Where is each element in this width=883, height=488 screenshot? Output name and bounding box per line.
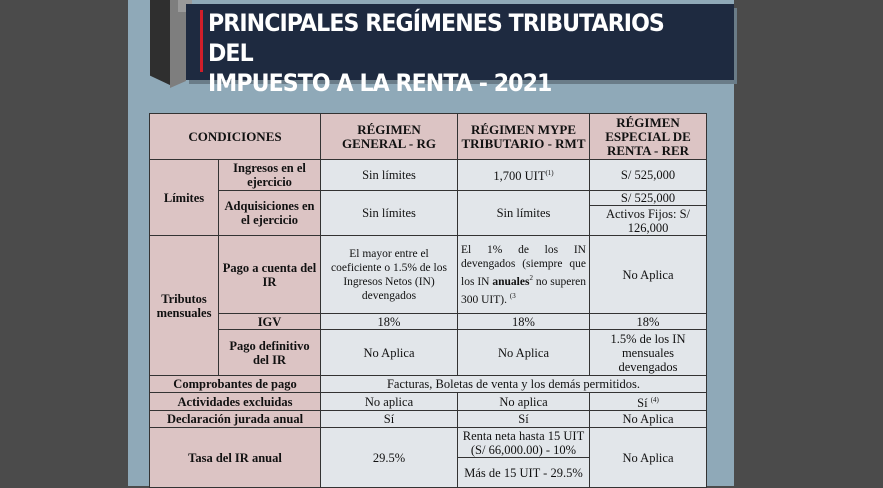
label-ingresos: Ingresos en el ejercicio: [219, 160, 321, 191]
cell-adq-rmt: Sin límites: [458, 191, 590, 236]
pillar-graphic-light: [170, 0, 186, 88]
cell-actividades-rg: No aplica: [321, 393, 458, 411]
cell-tasa-rmt-1: Renta neta hasta 15 UIT (S/ 66,000.00) - 10%: [458, 428, 590, 458]
cell-def-rer: 1.5% de los IN mensuales devengados: [590, 330, 707, 376]
tax-regimes-table: [149, 113, 707, 488]
pillar-graphic-dark: [150, 0, 172, 86]
cell-igv-rer: 18%: [590, 314, 707, 330]
header-row: [150, 114, 707, 160]
row-pago-definitivo: [150, 330, 707, 376]
footnote-ref-1: (1): [545, 169, 554, 178]
cell-ingresos-rer: S/ 525,000: [590, 160, 707, 191]
cell-comprobantes: Facturas, Boletas de venta y los demás permitidos.: [321, 376, 707, 393]
row-declaracion: [150, 411, 707, 428]
title-accent-bar: [200, 10, 203, 72]
header-rg: RÉGIMEN GENERAL - RG: [321, 114, 458, 160]
label-comprobantes: Comprobantes de pago: [150, 376, 321, 393]
label-tasa: Tasa del IR anual: [150, 428, 321, 488]
pago-rmt-text-a: El 1% de los IN devengados (siempre que los IN: [461, 243, 586, 288]
row-tasa-a: [150, 428, 707, 458]
cell-ingresos-rg: Sin límites: [321, 160, 458, 191]
cell-ingresos-rmt: [458, 160, 590, 191]
label-adquisiciones: Adquisiciones en el ejercicio: [219, 191, 321, 236]
footnote-ref-2: 2: [529, 273, 533, 282]
cell-pago-rer: No Aplica: [590, 236, 707, 314]
label-tributos: Tributos mensuales: [150, 236, 219, 376]
cell-igv-rmt: 18%: [458, 314, 590, 330]
label-pago-definitivo: Pago definitivo del IR: [219, 330, 321, 376]
header-rer: RÉGIMEN ESPECIAL DE RENTA - RER: [590, 114, 707, 160]
label-actividades: Actividades excluidas: [150, 393, 321, 411]
title-line-1: PRINCIPALES REGÍMENES TRIBUTARIOS DEL: [208, 9, 664, 67]
cell-declaracion-rmt: Sí: [458, 411, 590, 428]
cell-pago-rg: El mayor entre el coeficiente o 1.5% de los Ingresos Netos (IN) devengados: [321, 236, 458, 314]
row-comprobantes: [150, 376, 707, 393]
cell-tasa-rg: 29.5%: [321, 428, 458, 488]
cell-tasa-rer: No Aplica: [590, 428, 707, 488]
cell-pago-rmt: [458, 236, 590, 314]
ingresos-rmt-value: 1,700 UIT: [493, 169, 546, 184]
pago-rmt-bold: anuales: [492, 275, 530, 288]
header-condiciones: CONDICIONES: [150, 114, 321, 160]
pago-rmt-text-b: no superen 300 UIT).: [461, 275, 586, 306]
cell-adq-rg: Sin límites: [321, 191, 458, 236]
label-igv: IGV: [219, 314, 321, 330]
cell-declaracion-rer: No Aplica: [590, 411, 707, 428]
row-adquisiciones-a: [150, 191, 707, 206]
row-ingresos: [150, 160, 707, 191]
row-igv: [150, 314, 707, 330]
label-declaracion: Declaración jurada anual: [150, 411, 321, 428]
page-title: [208, 8, 686, 98]
label-pago-cuenta: Pago a cuenta del IR: [219, 236, 321, 314]
cell-declaracion-rg: Sí: [321, 411, 458, 428]
title-line-2: IMPUESTO A LA RENTA - 2021: [208, 69, 552, 97]
footnote-ref-3: (3: [509, 291, 516, 300]
cell-actividades-rmt: No aplica: [458, 393, 590, 411]
cell-def-rg: No Aplica: [321, 330, 458, 376]
cell-adq-rer-2: Activos Fijos: S/ 126,000: [590, 206, 707, 236]
cell-def-rmt: No Aplica: [458, 330, 590, 376]
label-limites: Límites: [150, 160, 219, 236]
cell-igv-rg: 18%: [321, 314, 458, 330]
header-rmt: RÉGIMEN MYPE TRIBUTARIO - RMT: [458, 114, 590, 160]
actividades-rer-value: Sí: [637, 396, 648, 411]
footnote-ref-4: (4): [650, 396, 659, 404]
row-pago-cuenta: [150, 236, 707, 314]
cell-actividades-rer: [590, 393, 707, 411]
row-actividades: [150, 393, 707, 411]
cell-tasa-rmt-2: Más de 15 UIT - 29.5%: [458, 458, 590, 488]
cell-adq-rer-1: S/ 525,000: [590, 191, 707, 206]
